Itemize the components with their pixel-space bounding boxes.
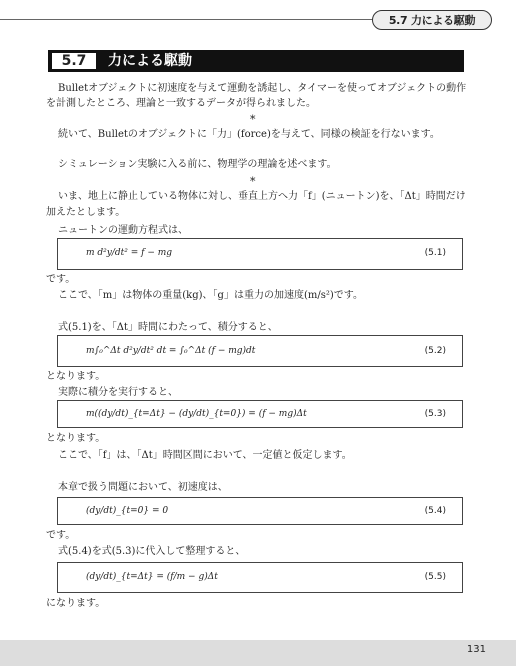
equation: m∫₀^Δt d²y/dt² dt = ∫₀^Δt (f − mg)dt [86,346,256,356]
equation-number: (5.1) [424,248,446,258]
paragraph-line: を計測したところ、理論と一致するデータが得られました。 [46,98,316,109]
paragraph-line: 本章で扱う問題において、初速度は、 [58,482,228,493]
equation: (dy/dt)_{t=0} = 0 [86,506,169,516]
equation-box-5-1 [57,238,463,270]
paragraph-line: 実際に積分を実行すると、 [58,387,178,398]
footer-band [0,640,516,666]
paragraph-line: いま、地上に静止している物体に対し、垂直上方へ力「f」(ニュートン)を、「Δt」時間だけ [58,191,466,202]
separator-asterisk: * [250,175,256,188]
equation-number: (5.2) [424,346,446,356]
paragraph-line: 続いて、Bulletのオブジェクトに「力」(force)を与えて、同様の検証を行ないます。 [58,129,440,140]
equation-number: (5.4) [424,506,446,516]
equation-box-5-5 [57,562,463,593]
equation-box-5-4 [57,497,463,525]
paragraph-line: です。 [46,274,76,285]
paragraph-line: となります。 [46,433,106,444]
running-header: 5.7 力による駆動 [372,10,492,30]
equation: m d²y/dt² = f − mg [86,248,173,258]
paragraph-line: 加えたとします。 [46,207,126,218]
equation-number: (5.3) [424,409,446,419]
equation: (dy/dt)_{t=Δt} = (f/m − g)Δt [86,572,218,582]
section-title: 力による駆動 [108,53,192,69]
paragraph-line: シミュレーション実験に入る前に、物理学の理論を述べます。 [58,159,337,170]
paragraph-line: となります。 [46,371,106,382]
equation-box-5-2 [57,335,463,367]
paragraph-line: です。 [46,530,76,541]
equation: m((dy/dt)_{t=Δt} − (dy/dt)_{t=0}) = (f − mg)Δt [86,409,307,419]
paragraph-line: ここで、「f」は、「Δt」時間区間において、一定値と仮定します。 [58,450,352,461]
equation-box-5-3 [57,400,463,428]
paragraph-line: 式(5.4)を式(5.3)に代入して整理すると、 [58,546,246,557]
page-number: 131 [466,644,486,655]
paragraph-line: 式(5.1)を、「Δt」時間にわたって、積分すると、 [58,322,278,333]
separator-asterisk: * [250,113,256,126]
paragraph-line: ニュートンの運動方程式は、 [58,225,188,236]
equation-number: (5.5) [424,572,446,582]
paragraph-line: になります。 [46,598,106,609]
section-number: 5.7 [51,52,97,70]
paragraph-line: ここで、「m」は物体の重量(kg)、「g」は重力の加速度(m/s²)です。 [58,290,363,301]
header-rule [0,19,372,20]
paragraph-line: Bulletオブジェクトに初速度を与えて運動を誘起し、タイマーを使ってオブジェクトの動作 [58,83,467,94]
